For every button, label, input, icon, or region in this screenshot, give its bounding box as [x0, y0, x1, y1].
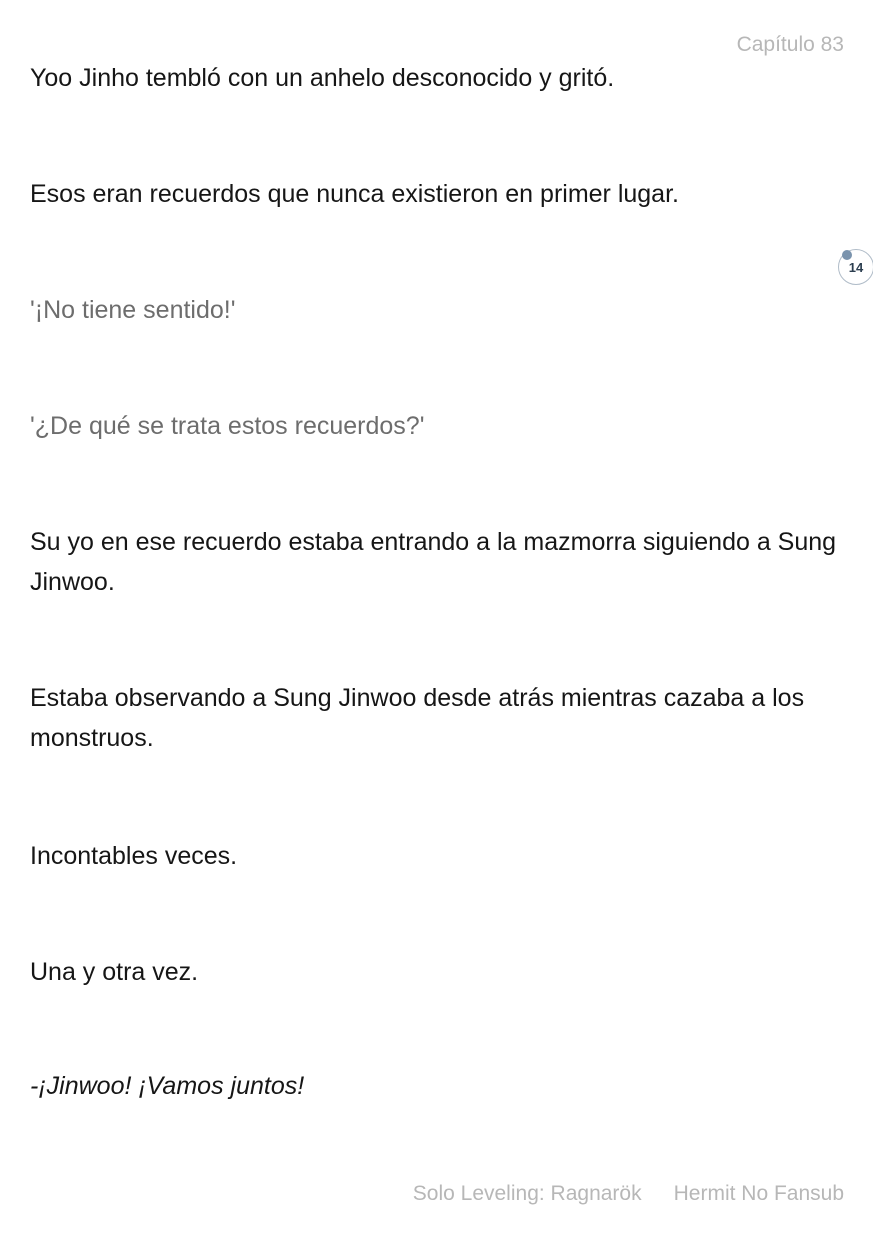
paragraph: Yoo Jinho tembló con un anhelo desconocido y gritó.	[30, 64, 615, 92]
page-number-badge[interactable]: 14	[838, 249, 873, 285]
paragraph: Estaba observando a Sung Jinwoo desde atrás mientras cazaba a los monstruos.	[30, 684, 805, 752]
paragraph: Esos eran recuerdos que nunca existieron en primer lugar.	[30, 180, 679, 208]
dialogue-paragraph: -¡Jinwoo! ¡Vamos juntos!	[30, 1072, 305, 1100]
thought-paragraph: '¿De qué se trata estos recuerdos?'	[30, 412, 425, 440]
chapter-label: Capítulo 83	[736, 33, 844, 56]
thought-paragraph: '¡No tiene sentido!'	[30, 296, 236, 324]
bookmark-dot-icon	[842, 250, 852, 260]
paragraph: Incontables veces.	[30, 842, 238, 870]
book-title: Solo Leveling: Ragnarök	[412, 1182, 642, 1205]
translator-credit: Hermit No Fansub	[673, 1182, 844, 1205]
footer	[413, 1182, 844, 1206]
paragraph: Una y otra vez.	[30, 958, 199, 986]
paragraph: Su yo en ese recuerdo estaba entrando a la mazmorra siguiendo a Sung Jinwoo.	[30, 528, 837, 596]
